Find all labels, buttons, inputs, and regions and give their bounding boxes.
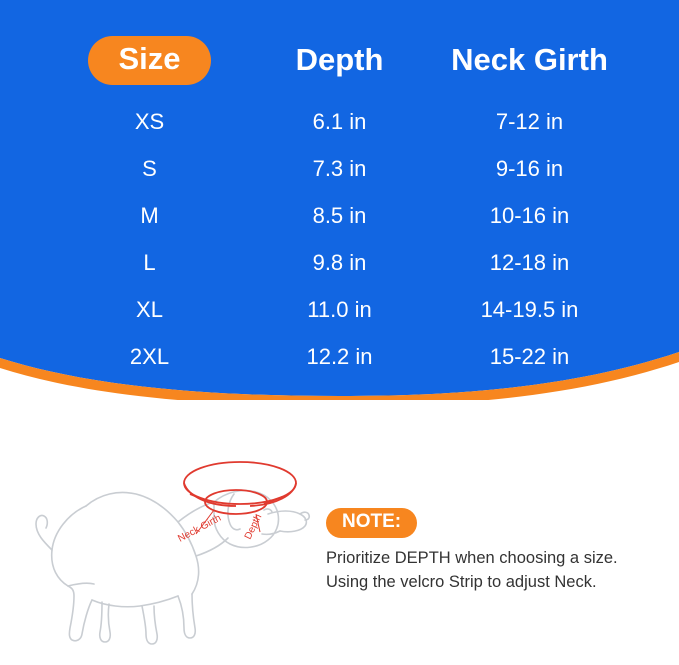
cell-neck: 10-16 in <box>489 202 570 228</box>
note-line-2: Using the velcro Strip to adjust Neck. <box>326 572 597 591</box>
cell-depth: 12.2 in <box>306 343 373 369</box>
note-box <box>326 508 656 595</box>
cell-size: XS <box>134 108 165 134</box>
cell-depth: 6.1 in <box>312 108 367 134</box>
column-header-depth: Depth <box>295 42 384 78</box>
cell-neck: 12-18 in <box>489 249 570 275</box>
cell-depth: 8.5 in <box>312 202 367 228</box>
cell-neck: 7-12 in <box>495 108 564 134</box>
cell-depth: 9.8 in <box>312 249 367 275</box>
table-row <box>50 334 630 381</box>
cell-neck: 14-19.5 in <box>480 296 579 322</box>
cell-neck: 15-22 in <box>489 343 570 369</box>
note-line-1: Prioritize DEPTH when choosing a size. <box>326 548 618 567</box>
depth-label: Depth <box>242 512 265 542</box>
column-header-neck-girth: Neck Girth <box>451 42 608 78</box>
cell-neck: 9-16 in <box>495 155 564 181</box>
cell-size: S <box>142 155 157 181</box>
table-row <box>50 240 630 287</box>
neck-girth-label: Neck Girth <box>176 512 224 545</box>
column-header-size-cell <box>50 26 250 99</box>
illustration-section <box>0 390 679 665</box>
cell-size: XL <box>136 296 163 322</box>
note-body <box>326 547 656 595</box>
size-table <box>50 26 630 381</box>
cell-size: L <box>143 249 156 275</box>
note-title: NOTE: <box>326 508 417 538</box>
dog-with-cone-drawing <box>28 410 318 660</box>
cell-depth: 11.0 in <box>307 296 372 322</box>
cell-depth: 7.3 in <box>312 155 367 181</box>
cell-size: M <box>140 202 159 228</box>
table-header-row <box>50 26 630 99</box>
table-row <box>50 193 630 240</box>
table-row <box>50 99 630 146</box>
cell-size: 2XL <box>129 343 170 369</box>
dog-illustration <box>28 410 318 665</box>
table-row <box>50 146 630 193</box>
column-header-size: Size <box>88 36 210 85</box>
table-row <box>50 287 630 334</box>
